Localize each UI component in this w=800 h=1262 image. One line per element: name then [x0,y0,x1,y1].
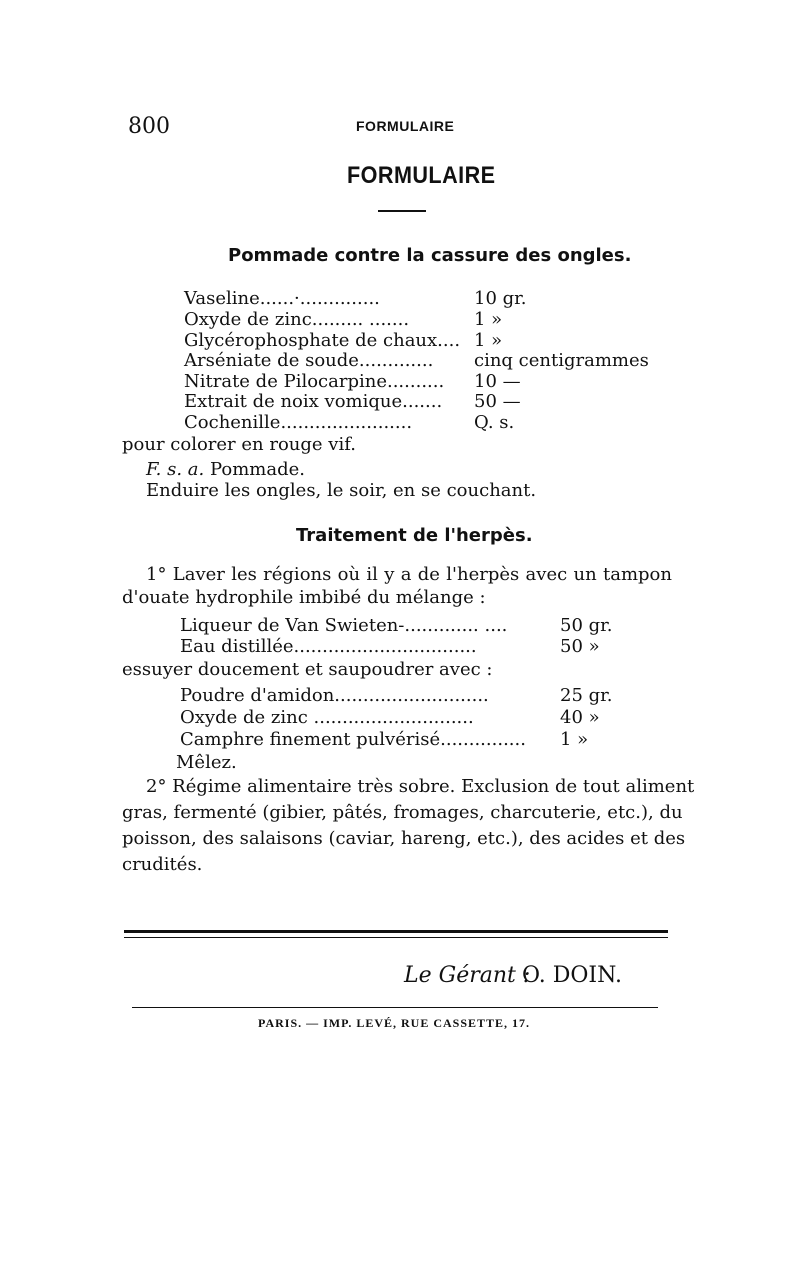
divider-rule [124,930,668,933]
title-divider [378,210,426,212]
mix-ingredient-qty: 50 gr. [560,615,613,636]
ingredient-qty: 50 — [474,391,521,412]
mix-ingredient-name: Eau distillée................................ [180,636,477,657]
running-head: FORMULAIRE [356,118,455,134]
fsa-abbr: F. s. a. [146,459,205,480]
ingredient-qty: 1 » [474,309,503,330]
ingredient-qty: 10 — [474,371,521,392]
signature-label: Le Gérant : [404,963,531,988]
ingredient-qty: 10 gr. [474,288,527,309]
note-text: pour colorer en rouge vif. [122,434,356,455]
mix-ingredient-qty: 1 » [560,729,589,750]
signature-name: O. DOIN. [522,963,622,988]
ingredient-qty: Q. s. [474,412,515,433]
section-heading-pommade: Pommade contre la cassure des ongles. [228,245,632,266]
mix-ingredient-name: Camphre finement pulvérisé............... [180,729,526,750]
divider-rule [124,937,668,938]
mix-ingredient-name: Liqueur de Van Swieten-............. .... [180,615,508,636]
instruction-text: Enduire les ongles, le soir, en se couchant. [146,480,537,501]
item2-line2: gras, fermenté (gibier, pâtés, fromages, charcuterie, etc.), du [122,802,683,823]
mix-ingredient-name: Poudre d'amidon........................... [180,685,489,706]
mix-ingredient-qty: 25 gr. [560,685,613,706]
item2-line4: crudités. [122,854,203,875]
ingredient-qty: 1 » [474,330,503,351]
ingredient-qty: cinq centigrammes [474,350,649,371]
ingredient-name: Vaseline......·.............. [184,288,380,309]
ingredient-name: Glycérophosphate de chaux.... [184,330,461,351]
item2-line1: 2° Régime alimentaire très sobre. Exclusion de tout aliment [146,776,695,797]
ingredient-name: Cochenille....................... [184,412,413,433]
printer-imprint: PARIS. — IMP. LEVÉ, RUE CASSETTE, 17. [258,1016,531,1030]
section-heading-herpes: Traitement de l'herpès. [296,525,533,546]
item2-line3: poisson, des salaisons (caviar, hareng, etc.), des acides et des [122,828,686,849]
page-title: FORMULAIRE [347,162,496,189]
ingredient-name: Arséniate de soude............. [184,350,434,371]
fsa-line [146,459,305,480]
item1-line2: d'ouate hydrophile imbibé du mélange : [122,587,486,608]
item1-line1: 1° Laver les régions où il y a de l'herpès avec un tampon [146,564,672,585]
footer-rule [132,1007,658,1008]
mid-text: essuyer doucement et saupoudrer avec : [122,659,493,680]
melez-text: Mêlez. [176,752,237,773]
mix-ingredient-qty: 40 » [560,707,600,728]
mix-ingredient-qty: 50 » [560,636,600,657]
mix-ingredient-name: Oxyde de zinc ............................ [180,707,474,728]
page-number: 800 [128,114,170,139]
ingredient-name: Oxyde de zinc......... ....... [184,309,410,330]
ingredient-name: Extrait de noix vomique....... [184,391,443,412]
fsa-text: Pommade. [210,459,305,480]
ingredient-name: Nitrate de Pilocarpine.......... [184,371,445,392]
